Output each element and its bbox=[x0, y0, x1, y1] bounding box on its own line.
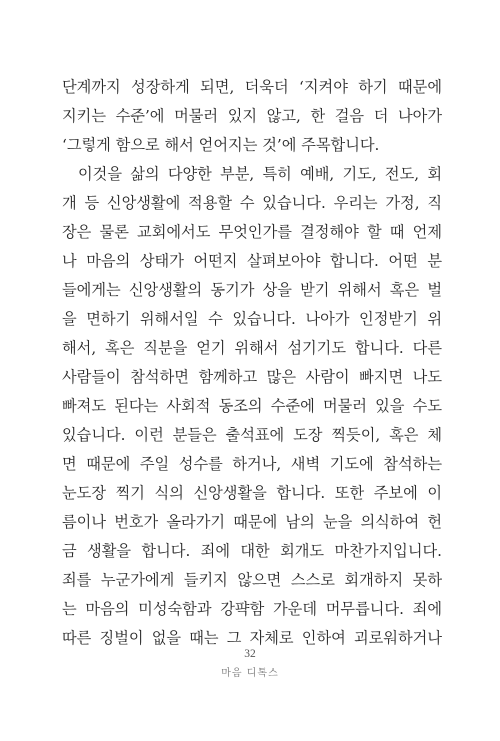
text-line: 빠져도 된다는 사회적 동조의 수준에 머물러 있을 수도 bbox=[62, 397, 442, 415]
text-line: 해서, 혹은 직분을 얻기 위해서 섬기기도 합니다. 다른 bbox=[62, 339, 442, 357]
text-line: 을 면하기 위해서일 수 있습니다. 나아가 인정받기 위 bbox=[62, 310, 442, 328]
text-line: ‘그렇게 함으로 해서 얻어지는 것’에 주목합니다. bbox=[62, 136, 380, 154]
running-footer-title: 마음 디톡스 bbox=[221, 668, 279, 679]
text-line: 나 마음의 상태가 어떤지 살펴보아야 합니다. 어떤 분 bbox=[62, 252, 442, 270]
text-line: 지키는 수준’에 머물러 있지 않고, 한 걸음 더 나아가 bbox=[62, 107, 442, 125]
text-line: 있습니다. 이런 분들은 출석표에 도장 찍듯이, 혹은 체 bbox=[62, 426, 442, 444]
text-line: 는 마음의 미성숙함과 강퍅함 가운데 머무릅니다. 죄에 bbox=[62, 600, 442, 618]
text-line: 눈도장 찍기 식의 신앙생활을 합니다. 또한 주보에 이 bbox=[62, 484, 442, 502]
text-line: 죄를 누군가에게 들키지 않으면 스스로 회개하지 못하 bbox=[62, 571, 442, 589]
text-line: 사람들이 참석하면 함께하고 많은 사람이 빠지면 나도 bbox=[62, 368, 442, 386]
text-line: 금 생활을 합니다. 죄에 대한 회개도 마찬가지입니다. bbox=[62, 542, 442, 560]
text-line: 장은 물론 교회에서도 무엇인가를 결정해야 할 때 언제 bbox=[62, 223, 442, 241]
text-line: 름이나 번호가 올라가기 때문에 남의 눈을 의식하여 헌 bbox=[62, 513, 442, 531]
text-line: 개 등 신앙생활에 적용할 수 있습니다. 우리는 가정, 직 bbox=[62, 194, 442, 212]
body-text bbox=[62, 73, 442, 653]
text-line: 따른 징벌이 없을 때는 그 자체로 인하여 괴로워하거나 bbox=[62, 629, 442, 647]
text-line: 들에게는 신앙생활의 동기가 상을 받기 위해서 혹은 벌 bbox=[62, 281, 442, 299]
text-line: 면 때문에 주일 성수를 하거나, 새벽 기도에 참석하는 bbox=[62, 455, 442, 473]
text-line: 단계까지 성장하게 되면, 더욱더 ‘지켜야 하기 때문에 bbox=[62, 78, 442, 96]
text-line: 이것을 삶의 다양한 부분, 특히 예배, 기도, 전도, 회 bbox=[78, 165, 442, 183]
page-number: 32 bbox=[244, 648, 256, 660]
